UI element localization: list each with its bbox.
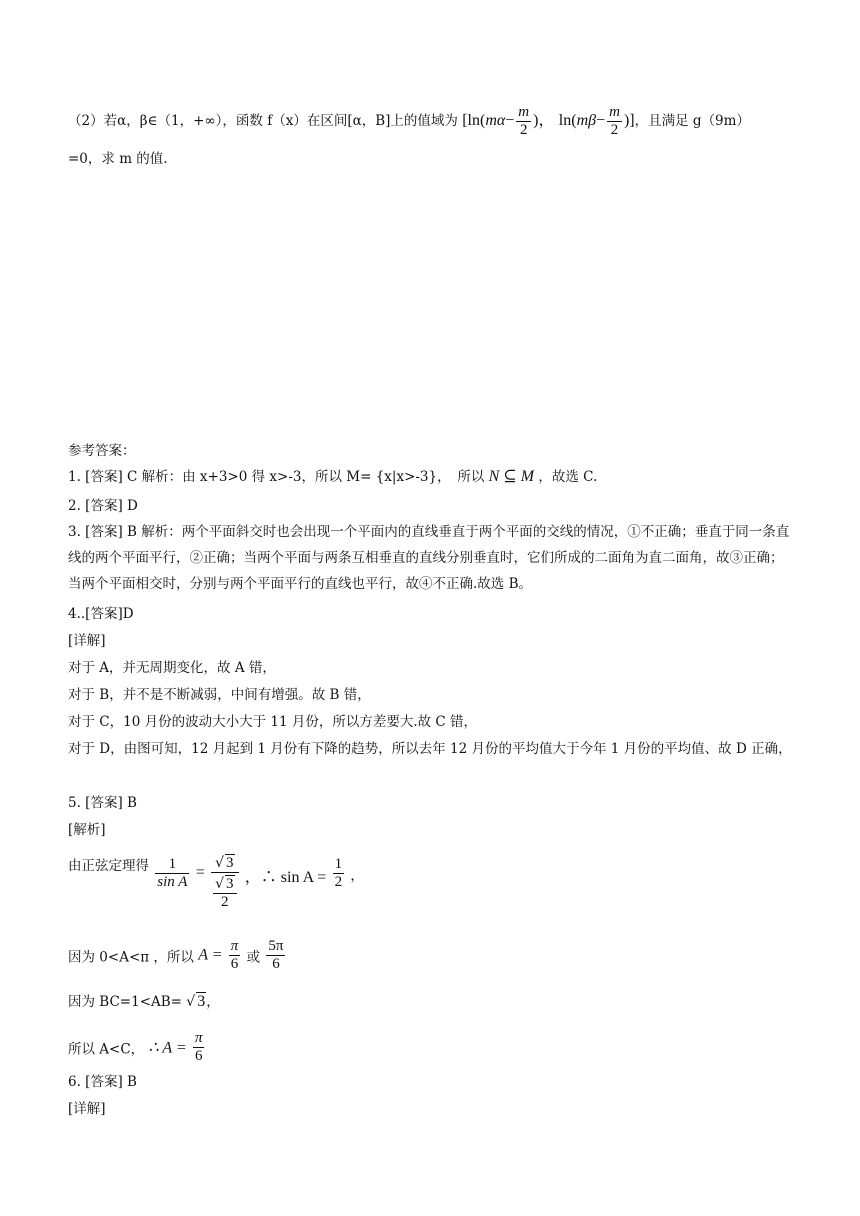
six-denominator-2: 6	[266, 955, 285, 973]
answer-1-end: ，故选 C.	[538, 469, 598, 485]
range-expr-open: [ln(	[462, 112, 486, 129]
answers-heading: 参考答案：	[68, 443, 136, 459]
fraction-denominator: 2	[516, 121, 531, 139]
radical-icon: √	[215, 855, 224, 871]
comma-2: ，	[206, 994, 220, 1010]
m-beta: mβ	[576, 112, 597, 129]
answer-5-side-compare	[68, 992, 220, 1011]
problem-part: （2）若	[68, 113, 118, 129]
5pi-over-6-fraction	[266, 938, 285, 973]
radicand-2: 3	[226, 876, 234, 892]
range-expr-close-1: )，	[533, 112, 555, 129]
pi-numerator: π	[230, 938, 239, 954]
one-over-sinA-fraction	[155, 856, 189, 891]
six-denominator: 6	[229, 955, 241, 973]
sqrt3-value	[186, 993, 206, 1010]
answer-4-option-a: 对于 A，并无周期变化，故 A 错，	[68, 660, 276, 676]
answer-3: 3. [答案] B 解析：两个平面斜交时也会出现一个平面内的直线垂直于两个平面的交线的情况，①不正确；垂直于同一条直线的两个平面平行，②正确；当两个平面与两条互相垂直的直线分别垂直时，它们所成的二面角为直二面角，故③正确；当两个平面相交时，分别与两个平面平行的直线也平行，故④不正确.故选 B。	[68, 524, 790, 592]
answer-1-text: 1. [答案] C 解析：由 x+3>0 得 x>-3，所以 M= {x|x>-3}， 所以	[68, 469, 485, 485]
answer-6: 6. [答案] B	[68, 1074, 137, 1090]
angle-range-text: 因为 0<A<π ，所以	[68, 949, 194, 966]
5pi-numerator: 5π	[268, 938, 284, 954]
answer-1	[68, 468, 597, 486]
range-text: ，B]上的值域为	[361, 113, 458, 129]
or-word: 或	[246, 949, 261, 966]
radicand-3: 3	[197, 993, 206, 1010]
therefore-sinA: ，∴ sin A =	[244, 869, 327, 886]
answer-2: 2. [答案] D	[68, 498, 138, 514]
half-numerator: 1	[334, 856, 343, 872]
m-alpha: mα	[485, 112, 506, 129]
alpha-symbol-2: α	[352, 113, 362, 129]
minus-sign: −	[505, 112, 515, 129]
therefore-A-equals: ∴ A =	[148, 1039, 187, 1057]
answer-5-conclusion	[68, 1030, 206, 1065]
alpha-symbol: α	[117, 113, 127, 129]
answer-4-option-d: 对于 D，由图可知，12 月起到 1 月份有下降的趋势，所以去年 12 月份的平均值大于今年 1 月份的平均值、故 D 正确，	[68, 741, 792, 757]
answer-4-option-b: 对于 B，并不是不断减弱，中间有增强。故 B 错，	[68, 687, 371, 703]
answer-4: 4..[答案]D	[68, 606, 134, 622]
final-six-denominator: 6	[193, 1047, 205, 1065]
problem-line-1	[68, 104, 750, 139]
radicand: 3	[226, 855, 234, 871]
numerator-one: 1	[168, 856, 177, 872]
beta-symbol: β	[139, 113, 148, 129]
radical-icon-2: √	[215, 876, 224, 892]
fraction-denominator-2: 2	[607, 121, 622, 139]
sqrt3-inner	[213, 875, 236, 893]
separator: ，	[126, 113, 140, 129]
m-over-2-fraction-2	[607, 104, 622, 139]
interval-text: ∈（1，+∞），函数 f（x）在区间[	[147, 113, 353, 129]
condition-text: ，且满足 g（9m）	[634, 113, 750, 129]
sqrt3-numerator	[211, 854, 238, 872]
side-compare-text: 因为 BC=1<AB=	[68, 994, 182, 1010]
equals-sign: =	[195, 864, 205, 881]
half-denominator: 2	[334, 874, 343, 890]
sqrt3-over-2	[213, 875, 236, 911]
A-equals: A =	[198, 946, 223, 964]
pi-over-6-fraction	[229, 938, 241, 973]
range-expr-close-2: )]	[623, 112, 635, 129]
conclusion-text: 所以 A<C，	[68, 1041, 145, 1058]
fraction-numerator-2: m	[609, 104, 620, 120]
sine-rule-label: 由正弦定理得	[68, 858, 149, 874]
radical-icon-3: √	[186, 994, 196, 1010]
subset-expression: N ⊆ M	[488, 468, 535, 485]
sqrt3-over-sqrt3-over-2-fraction	[211, 854, 238, 911]
final-pi-numerator: π	[194, 1030, 203, 1046]
inner-denominator: 2	[213, 893, 236, 911]
comma: ，	[350, 868, 364, 884]
answer-6-detail-heading: [详解]	[68, 1101, 106, 1117]
final-pi-over-6-fraction	[193, 1030, 205, 1065]
answer-4-detail-heading: [详解]	[68, 633, 106, 649]
problem-line-2: =0，求 m 的值.	[68, 151, 168, 167]
answer-5-angle-range	[68, 938, 287, 973]
ln-2: ln(	[558, 112, 577, 129]
one-half-fraction	[333, 856, 345, 891]
answer-5-analysis-heading: [解析]	[68, 822, 106, 838]
answer-5: 5. [答案] B	[68, 795, 137, 811]
minus-sign-2: −	[596, 112, 606, 129]
m-over-2-fraction	[516, 104, 531, 139]
nested-fraction	[211, 872, 238, 911]
answer-5-sine-rule	[68, 854, 364, 911]
answer-4-option-c: 对于 C，10 月份的波动大小大于 11 月份，所以方差要大.故 C 错，	[68, 714, 478, 730]
fraction-numerator: m	[518, 104, 530, 120]
denominator-sinA: sin A	[157, 874, 188, 890]
